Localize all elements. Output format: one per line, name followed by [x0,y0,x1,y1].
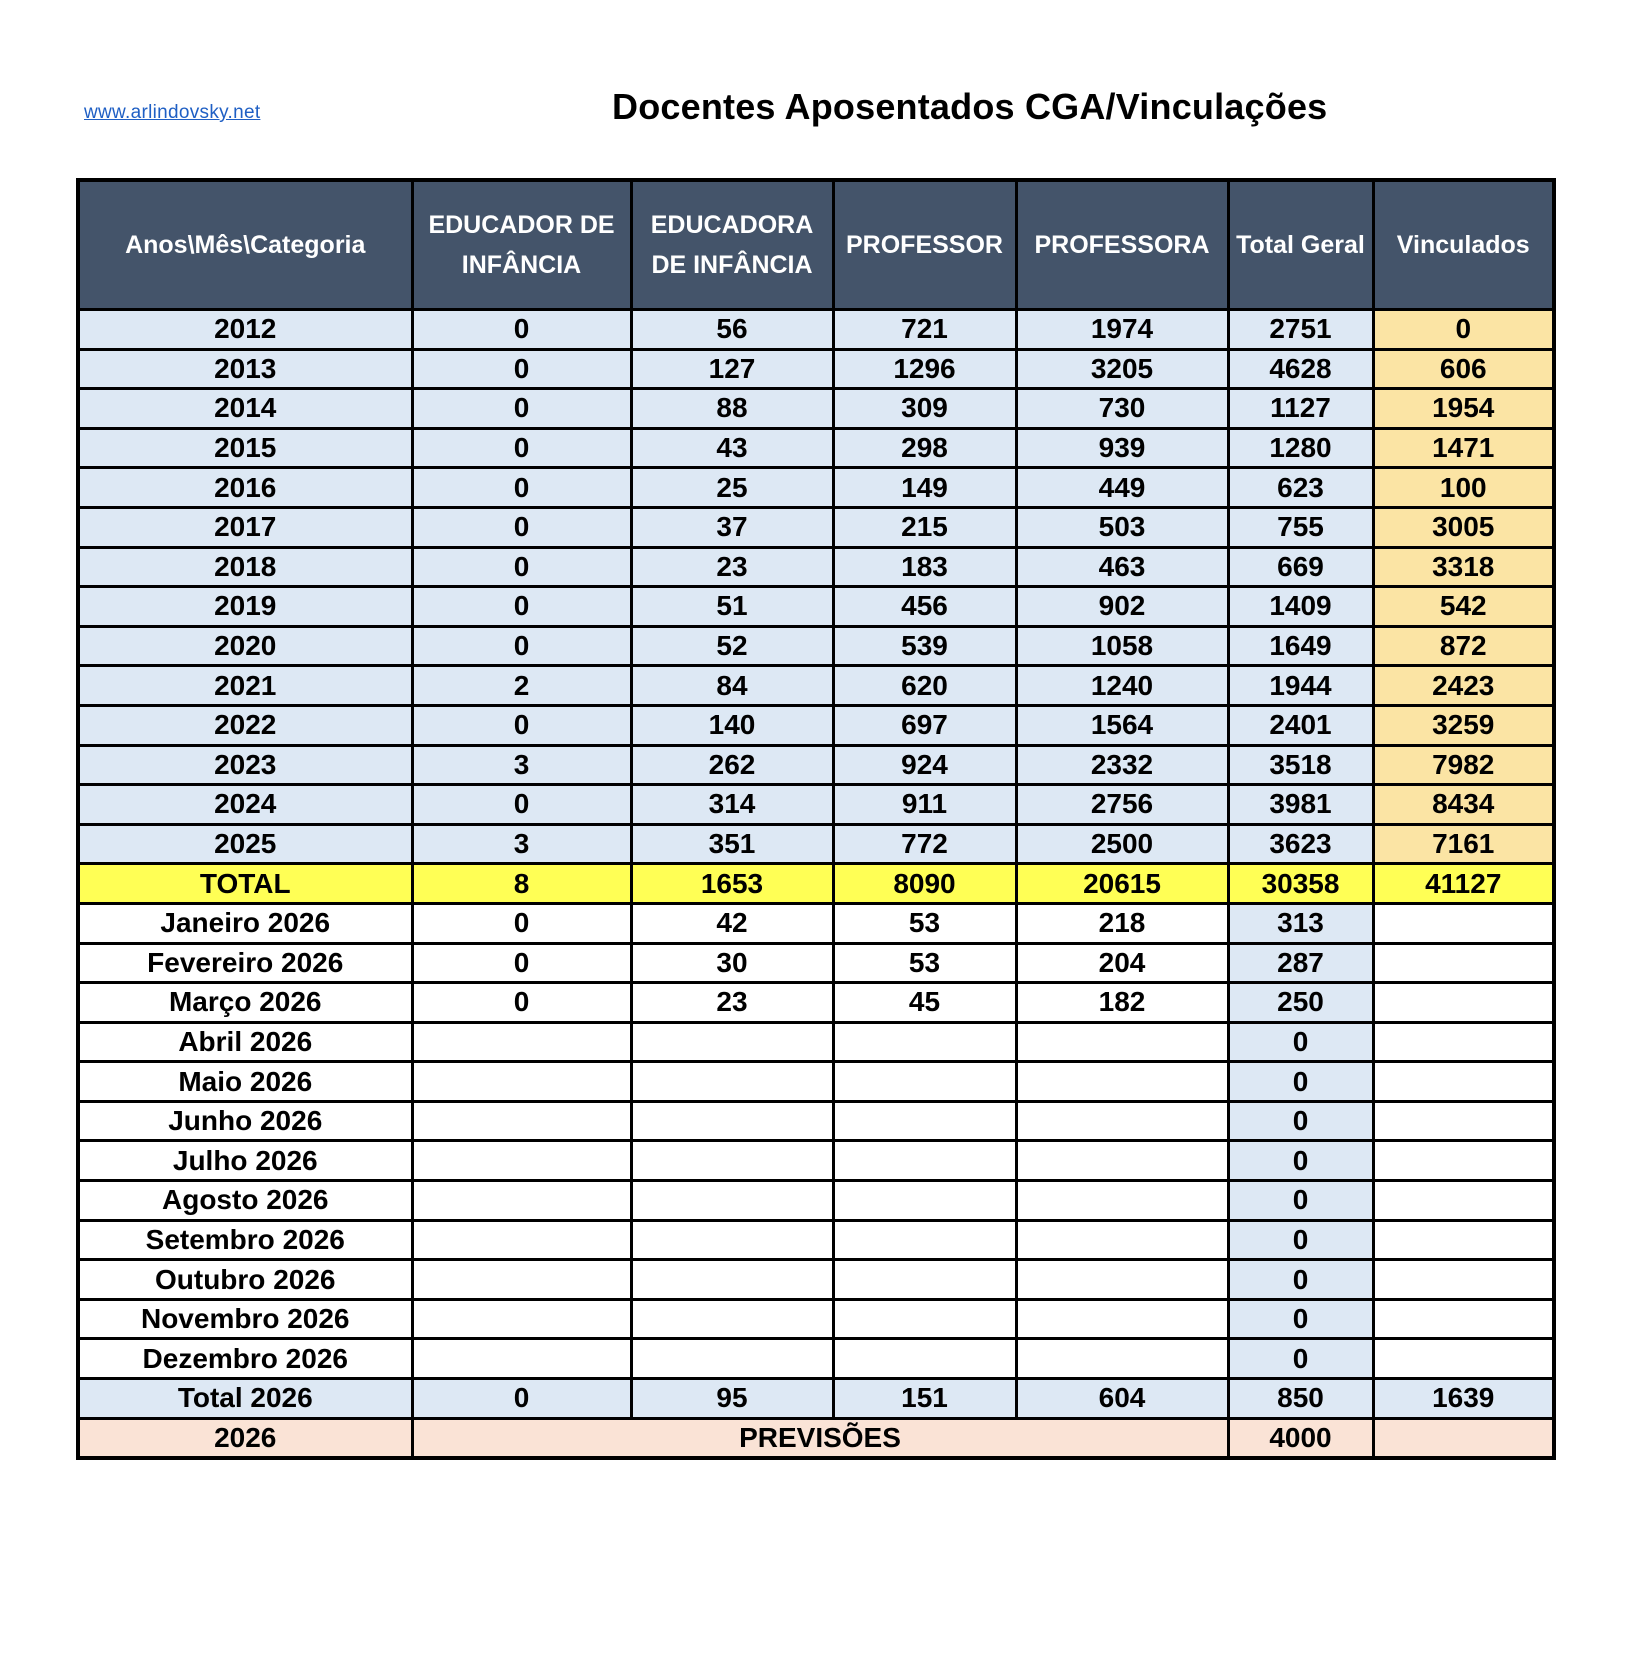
cell-total-geral: 1280 [1228,428,1373,468]
cell-educadora-infancia: 37 [631,507,833,547]
table-row-year [78,389,1554,429]
cell-total-geral: 755 [1228,507,1373,547]
cell-educador-infancia: 0 [412,389,631,429]
cell-total-2026-vinculados: 1639 [1373,1379,1554,1419]
cell-educador-infancia [412,1181,631,1221]
table-row-month [78,1299,1554,1339]
table-row-year [78,507,1554,547]
cell-educadora-infancia: 43 [631,428,833,468]
cell-educador-infancia: 0 [412,468,631,508]
cell-vinculados: 100 [1373,468,1554,508]
cell-professora [1016,1101,1228,1141]
cell-vinculados: 606 [1373,349,1554,389]
cell-educador-infancia [412,1299,631,1339]
cell-total-geral: 0 [1228,1022,1373,1062]
cell-total-geral: 0 [1228,1339,1373,1379]
cell-educador-infancia: 0 [412,547,631,587]
cell-vinculados: 7161 [1373,824,1554,864]
cell-total-professora: 20615 [1016,864,1228,904]
cell-total-geral: 0 [1228,1299,1373,1339]
cell-professora: 2332 [1016,745,1228,785]
cell-vinculados [1373,1220,1554,1260]
table-row-year [78,310,1554,350]
cell-vinculados [1373,1101,1554,1141]
row-label-month: Setembro 2026 [78,1220,412,1260]
cell-educador-infancia [412,1260,631,1300]
table-row-total [78,864,1554,904]
cell-educador-infancia: 3 [412,824,631,864]
cell-educadora-infancia: 140 [631,705,833,745]
cell-professora [1016,1339,1228,1379]
column-header-vinculados: Vinculados [1373,180,1554,310]
cell-educadora-infancia [631,1339,833,1379]
cell-total-geral: 3518 [1228,745,1373,785]
row-label-total-2026: Total 2026 [78,1379,412,1419]
row-label-year: 2014 [78,389,412,429]
row-label-month: Janeiro 2026 [78,903,412,943]
cell-educadora-infancia: 30 [631,943,833,983]
table-body [78,310,1554,1459]
cell-professora [1016,1299,1228,1339]
table-row-month [78,1339,1554,1379]
row-label-year: 2024 [78,785,412,825]
cell-educadora-infancia: 52 [631,626,833,666]
cell-educadora-infancia: 262 [631,745,833,785]
cell-professor: 53 [833,943,1016,983]
cell-professora: 1564 [1016,705,1228,745]
cell-educadora-infancia [631,1181,833,1221]
cell-total-geral: 1944 [1228,666,1373,706]
table-row-year [78,785,1554,825]
cell-educador-infancia: 0 [412,626,631,666]
cell-professor: 539 [833,626,1016,666]
cell-professora [1016,1022,1228,1062]
cell-professor: 620 [833,666,1016,706]
cell-educador-infancia: 3 [412,745,631,785]
forecast-vinculados [1373,1418,1554,1458]
cell-total-geral: 313 [1228,903,1373,943]
cell-vinculados [1373,1339,1554,1379]
cell-educadora-infancia: 42 [631,903,833,943]
cell-professor [833,1181,1016,1221]
cell-professor: 721 [833,310,1016,350]
site-link[interactable]: www.arlindovsky.net [84,102,261,123]
table-row-year [78,666,1554,706]
cell-professor [833,1101,1016,1141]
cell-total-geral: 0 [1228,1141,1373,1181]
cell-total-geral: 0 [1228,1181,1373,1221]
cell-educadora-infancia: 314 [631,785,833,825]
cell-professor: 697 [833,705,1016,745]
cell-professor: 215 [833,507,1016,547]
cell-educador-infancia [412,1339,631,1379]
table-row-year [78,824,1554,864]
row-label-year: 2015 [78,428,412,468]
row-label-month: Fevereiro 2026 [78,943,412,983]
cell-professora: 218 [1016,903,1228,943]
cell-professora: 204 [1016,943,1228,983]
cell-total-geral: 3981 [1228,785,1373,825]
cell-professora: 449 [1016,468,1228,508]
cell-professor: 911 [833,785,1016,825]
row-label-year: 2013 [78,349,412,389]
cell-educador-infancia [412,1022,631,1062]
column-header-total-geral: Total Geral [1228,180,1373,310]
retirements-table [76,178,1556,1460]
table-row-month [78,1062,1554,1102]
row-label-year: 2025 [78,824,412,864]
column-header-educadora-infancia: EDUCADORA DE INFÂNCIA [631,180,833,310]
cell-professora: 463 [1016,547,1228,587]
cell-educadora-infancia: 84 [631,666,833,706]
cell-educadora-infancia [631,1101,833,1141]
cell-professora [1016,1141,1228,1181]
table-row-year [78,349,1554,389]
cell-total-2026-total-geral: 850 [1228,1379,1373,1419]
cell-vinculados [1373,1062,1554,1102]
row-label-forecast: 2026 [78,1418,412,1458]
cell-educador-infancia: 0 [412,785,631,825]
cell-total-geral: 2751 [1228,310,1373,350]
table-row-year [78,705,1554,745]
cell-educador-infancia: 0 [412,983,631,1023]
cell-professora: 1240 [1016,666,1228,706]
cell-professor: 149 [833,468,1016,508]
cell-educador-infancia: 0 [412,349,631,389]
cell-total-geral: 1127 [1228,389,1373,429]
cell-total-geral: 0 [1228,1220,1373,1260]
cell-vinculados: 3005 [1373,507,1554,547]
cell-total-geral: 0 [1228,1260,1373,1300]
cell-vinculados: 7982 [1373,745,1554,785]
table-row-month [78,1101,1554,1141]
row-label-month: Junho 2026 [78,1101,412,1141]
cell-educadora-infancia: 88 [631,389,833,429]
row-label-year: 2016 [78,468,412,508]
cell-total-geral: 250 [1228,983,1373,1023]
forecast-label: PREVISÕES [412,1418,1228,1458]
table-row-month [78,1022,1554,1062]
cell-vinculados: 3259 [1373,705,1554,745]
table-row-total-2026 [78,1379,1554,1419]
column-header-professora: PROFESSORA [1016,180,1228,310]
table-row-year [78,587,1554,627]
cell-educadora-infancia [631,1062,833,1102]
cell-educador-infancia: 0 [412,587,631,627]
cell-educador-infancia [412,1101,631,1141]
cell-educador-infancia: 2 [412,666,631,706]
row-label-month: Julho 2026 [78,1141,412,1181]
cell-educadora-infancia [631,1022,833,1062]
row-label-month: Maio 2026 [78,1062,412,1102]
cell-educador-infancia: 0 [412,310,631,350]
cell-total-geral: 623 [1228,468,1373,508]
cell-educadora-infancia [631,1299,833,1339]
cell-professor: 924 [833,745,1016,785]
table-row-year [78,468,1554,508]
cell-educadora-infancia: 56 [631,310,833,350]
row-label-month: Dezembro 2026 [78,1339,412,1379]
cell-educador-infancia: 0 [412,903,631,943]
cell-vinculados [1373,903,1554,943]
row-label-year: 2020 [78,626,412,666]
cell-vinculados: 2423 [1373,666,1554,706]
cell-vinculados: 8434 [1373,785,1554,825]
column-header-professor: PROFESSOR [833,180,1016,310]
cell-total-geral: 0 [1228,1062,1373,1102]
row-label-month: Março 2026 [78,983,412,1023]
cell-professora [1016,1220,1228,1260]
table-row-year [78,626,1554,666]
cell-total-geral: 287 [1228,943,1373,983]
cell-professor [833,1260,1016,1300]
cell-professor [833,1220,1016,1260]
row-label-year: 2022 [78,705,412,745]
cell-vinculados [1373,1260,1554,1300]
cell-professora: 182 [1016,983,1228,1023]
cell-professor [833,1062,1016,1102]
cell-total-total-geral: 30358 [1228,864,1373,904]
cell-total-educadora-infancia: 1653 [631,864,833,904]
cell-educadora-infancia [631,1260,833,1300]
page-title: Docentes Aposentados CGA/Vinculações [612,86,1328,127]
cell-educador-infancia: 0 [412,943,631,983]
cell-educador-infancia [412,1141,631,1181]
row-label-total: TOTAL [78,864,412,904]
cell-professor: 456 [833,587,1016,627]
forecast-total: 4000 [1228,1418,1373,1458]
cell-professor: 53 [833,903,1016,943]
cell-vinculados: 872 [1373,626,1554,666]
cell-total-geral: 1409 [1228,587,1373,627]
row-label-month: Novembro 2026 [78,1299,412,1339]
cell-professora: 730 [1016,389,1228,429]
cell-total-geral: 2401 [1228,705,1373,745]
cell-vinculados: 0 [1373,310,1554,350]
column-header-category: Anos\Mês\Categoria [78,180,412,310]
row-label-year: 2018 [78,547,412,587]
cell-vinculados [1373,1141,1554,1181]
cell-total-geral: 3623 [1228,824,1373,864]
cell-total-2026-professora: 604 [1016,1379,1228,1419]
cell-professora: 1058 [1016,626,1228,666]
cell-professora: 2756 [1016,785,1228,825]
cell-educador-infancia [412,1220,631,1260]
cell-professor: 45 [833,983,1016,1023]
table-row-month [78,1141,1554,1181]
cell-educadora-infancia [631,1220,833,1260]
cell-total-geral: 4628 [1228,349,1373,389]
cell-professor: 309 [833,389,1016,429]
row-label-year: 2017 [78,507,412,547]
cell-vinculados [1373,1299,1554,1339]
cell-total-geral: 0 [1228,1101,1373,1141]
table-row-month [78,1220,1554,1260]
cell-educadora-infancia: 127 [631,349,833,389]
row-label-year: 2019 [78,587,412,627]
cell-professora [1016,1181,1228,1221]
table-row-month [78,1181,1554,1221]
table-row-year [78,547,1554,587]
cell-educadora-infancia: 23 [631,547,833,587]
cell-professor [833,1022,1016,1062]
cell-total-educador-infancia: 8 [412,864,631,904]
cell-vinculados [1373,983,1554,1023]
cell-professor: 772 [833,824,1016,864]
cell-professora: 1974 [1016,310,1228,350]
row-label-year: 2021 [78,666,412,706]
cell-vinculados: 542 [1373,587,1554,627]
row-label-month: Outubro 2026 [78,1260,412,1300]
cell-total-2026-educador-infancia: 0 [412,1379,631,1419]
cell-professor [833,1299,1016,1339]
cell-professora [1016,1260,1228,1300]
cell-educadora-infancia: 25 [631,468,833,508]
cell-professor: 183 [833,547,1016,587]
cell-educadora-infancia: 51 [631,587,833,627]
cell-educador-infancia: 0 [412,428,631,468]
row-label-month: Agosto 2026 [78,1181,412,1221]
cell-total-2026-educadora-infancia: 95 [631,1379,833,1419]
cell-educadora-infancia [631,1141,833,1181]
cell-educadora-infancia: 351 [631,824,833,864]
row-label-year: 2012 [78,310,412,350]
row-label-month: Abril 2026 [78,1022,412,1062]
table-header-row [78,180,1554,310]
cell-total-geral: 1649 [1228,626,1373,666]
cell-professor: 1296 [833,349,1016,389]
cell-vinculados: 1471 [1373,428,1554,468]
cell-educadora-infancia: 23 [631,983,833,1023]
table-row-year [78,428,1554,468]
table-row-year [78,745,1554,785]
table-row-month [78,1260,1554,1300]
cell-professor [833,1339,1016,1379]
cell-vinculados: 3318 [1373,547,1554,587]
cell-vinculados [1373,1181,1554,1221]
cell-vinculados [1373,943,1554,983]
cell-total-professor: 8090 [833,864,1016,904]
cell-professora: 3205 [1016,349,1228,389]
cell-total-geral: 669 [1228,547,1373,587]
table-row-month [78,903,1554,943]
table-row-forecast [78,1418,1554,1458]
cell-vinculados: 1954 [1373,389,1554,429]
cell-professora: 939 [1016,428,1228,468]
table-row-month [78,983,1554,1023]
cell-professor [833,1141,1016,1181]
column-header-educador-infancia: EDUCADOR DE INFÂNCIA [412,180,631,310]
cell-professora: 2500 [1016,824,1228,864]
cell-total-2026-professor: 151 [833,1379,1016,1419]
cell-total-vinculados: 41127 [1373,864,1554,904]
cell-educador-infancia: 0 [412,507,631,547]
table-row-month [78,943,1554,983]
cell-professora: 902 [1016,587,1228,627]
cell-professora [1016,1062,1228,1102]
cell-professora: 503 [1016,507,1228,547]
cell-professor: 298 [833,428,1016,468]
row-label-year: 2023 [78,745,412,785]
cell-vinculados [1373,1022,1554,1062]
cell-educador-infancia: 0 [412,705,631,745]
cell-educador-infancia [412,1062,631,1102]
